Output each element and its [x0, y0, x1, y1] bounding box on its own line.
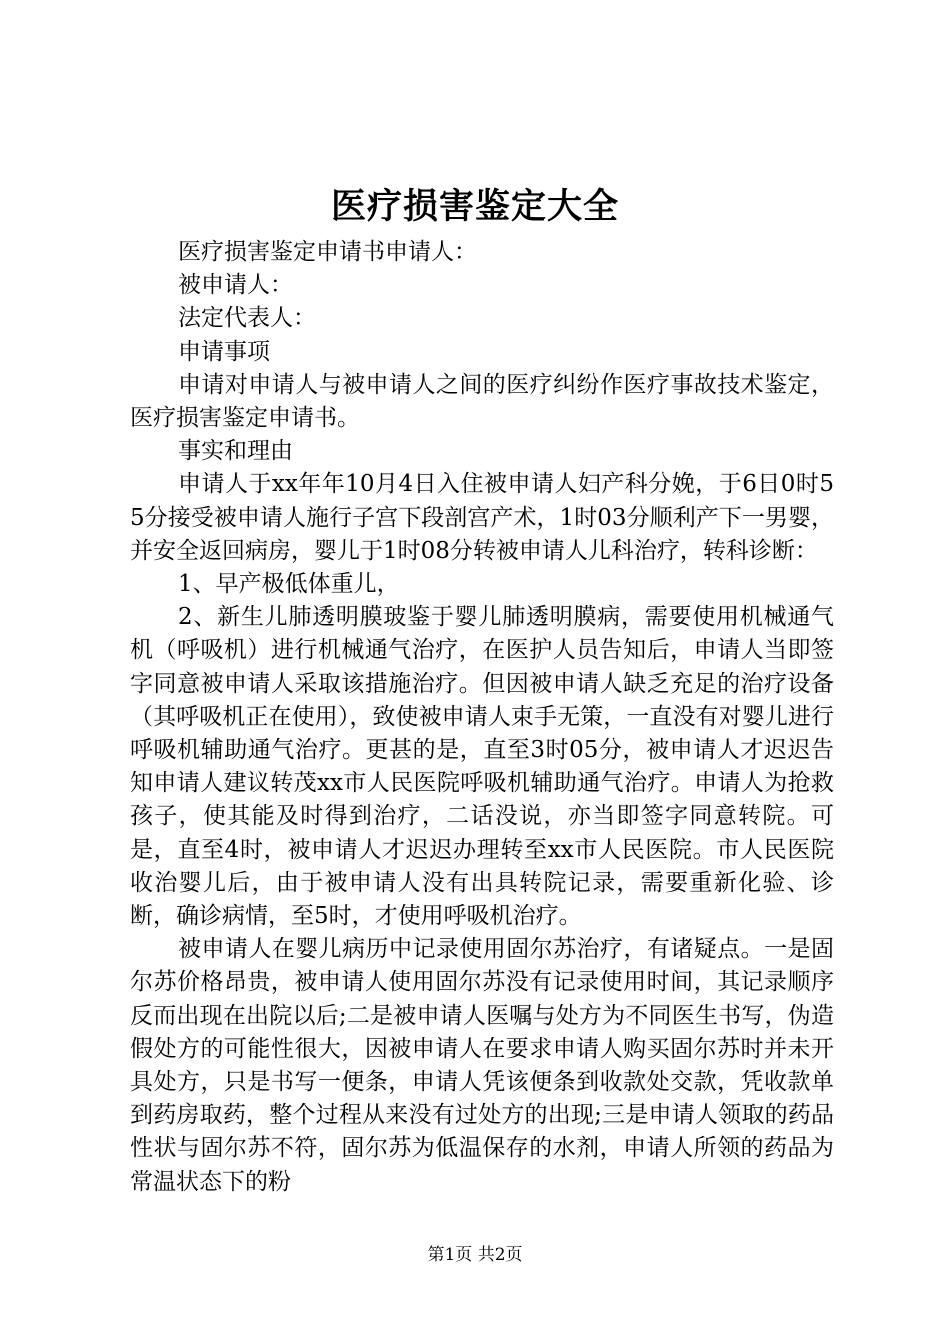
paragraph-legal-representative: 法定代表人：	[178, 305, 316, 332]
paragraph-facts-heading: 事实和理由	[178, 438, 293, 465]
paragraph-curosurf-doubts: 被申请人在婴儿病历中记录使用固尔苏治疗，有诸疑点。一是固尔苏价格昂贵，被申请人使用固尔苏没有记录使用时间，其记录顺序反而出现在出院以后;二是被申请人医嘱与处方为不同医生书写，伪造假处方的可能性很大，因被申请人在要求申请人购买固尔苏时并未开具处方，只是书写一便条，申请人凭该便条到收款处交款，凭收款单到药房取药，整个过程从来没有过处方的出现;三是申请人领取的药品性状与固尔苏不符，固尔苏为低温保存的水剂，申请人所领的药品为常温状态下的粉	[130, 936, 834, 1195]
page-indicator: 第1页 共2页	[427, 1245, 523, 1265]
paragraph-diagnosis-2: 2、新生儿肺透明膜玻鉴于婴儿肺透明膜病，需要使用机械通气机（呼吸机）进行机械通气治疗，在医护人员告知后，申请人当即签字同意被申请人采取该措施治疗。但因被申请人缺乏充足的治疗设备（其呼吸机正在使用），致使被申请人束手无策，一直没有对婴儿进行呼吸机辅助通气治疗。更甚的是，直至3时05分，被申请人才迟迟告知申请人建议转茂xx市人民医院呼吸机辅助通气治疗。申请人为抢救孩子，使其能及时得到治疗，二话没说，亦当即签字同意转院。可是，直至4时，被申请人才迟迟办理转至xx市人民医院。市人民医院收治婴儿后，由于被申请人没有出具转院记录，需要重新化验、诊断，确诊病情，至5时，才使用呼吸机治疗。	[130, 604, 834, 930]
document-title: 医疗损害鉴定大全	[330, 186, 619, 227]
paragraph-request-content: 申请对申请人与被申请人之间的医疗纠纷作医疗事故技术鉴定，医疗损害鉴定申请书。	[130, 371, 834, 432]
paragraph-respondent: 被申请人：	[178, 272, 293, 299]
paragraph-diagnosis-1: 1、早产极低体重儿，	[178, 571, 400, 598]
paragraph-facts-admission: 申请人于xx年年10月4日入住被申请人妇产科分娩，于6日0时55分接受被申请人施行子宫下段剖宫产术，1时03分顺利产下一男婴，并安全返回病房，婴儿于1时08分转被申请人儿科治疗，转科诊断：	[130, 471, 834, 564]
paragraph-applicant: 医疗损害鉴定申请书申请人：	[178, 239, 477, 265]
document-body	[130, 236, 834, 1199]
paragraph-request-heading: 申请事项	[178, 338, 270, 365]
